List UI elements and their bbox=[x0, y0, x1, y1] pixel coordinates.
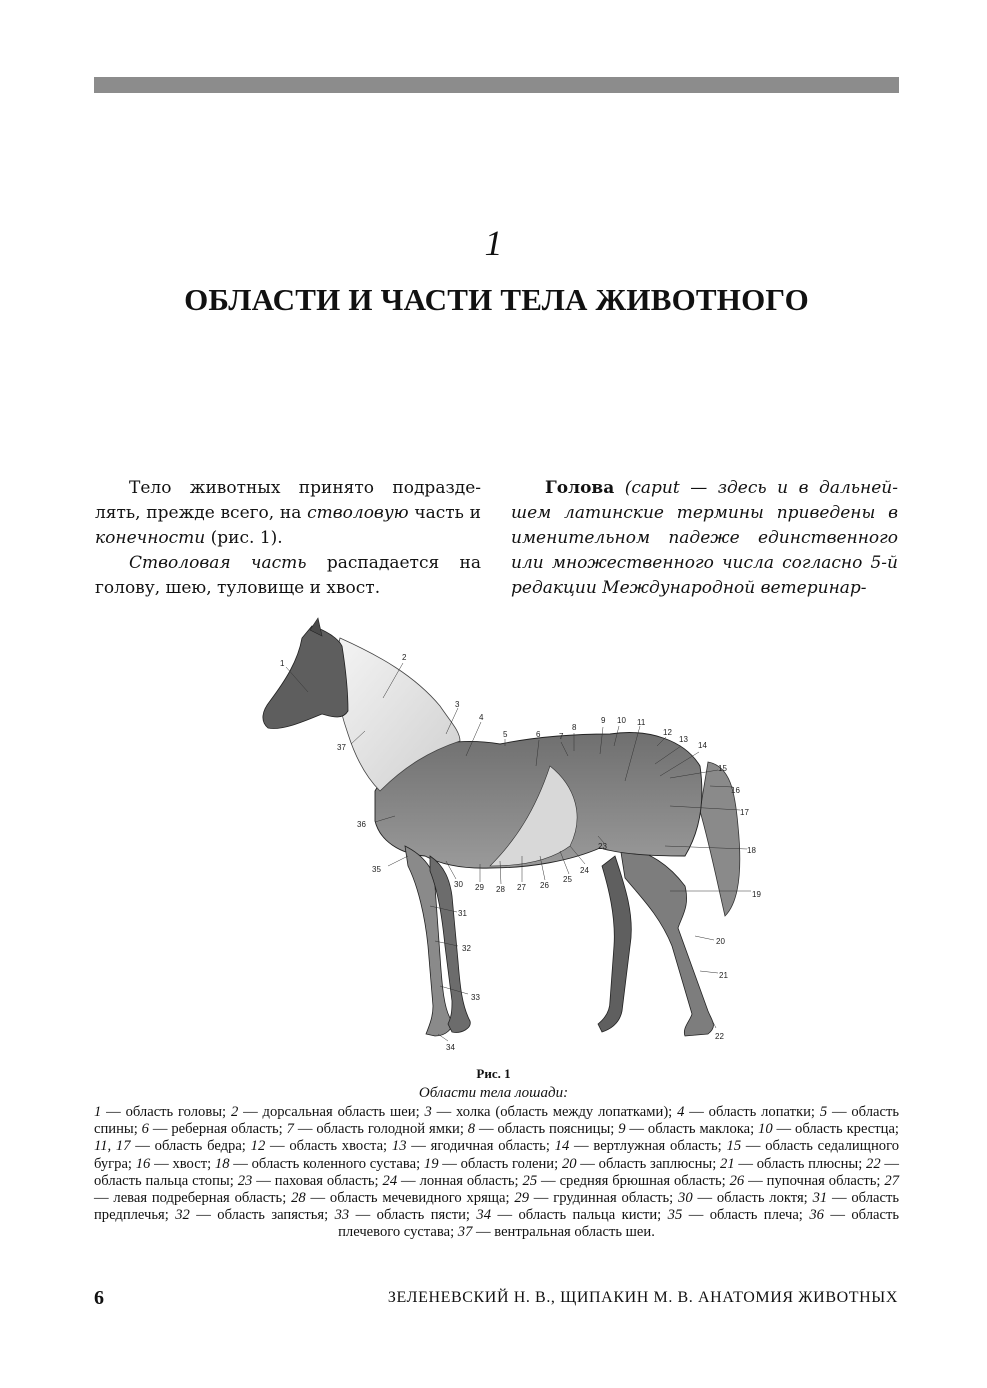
legend-item bbox=[730, 1173, 885, 1189]
legend-number: 28 bbox=[291, 1190, 306, 1207]
legend-number: 21 bbox=[720, 1155, 735, 1172]
legend-item bbox=[392, 1138, 555, 1154]
legend-item bbox=[758, 1121, 899, 1137]
legend-item bbox=[231, 1104, 425, 1120]
legend-text: — паховая область; bbox=[252, 1172, 383, 1189]
region-label: 29 bbox=[475, 883, 484, 892]
legend-item bbox=[142, 1121, 287, 1137]
legend-number: 22 bbox=[866, 1155, 881, 1172]
legend-number: 27 bbox=[884, 1172, 899, 1189]
region-label: 33 bbox=[471, 993, 480, 1002]
legend-number: 25 bbox=[522, 1172, 538, 1189]
page-number: 6 bbox=[94, 1287, 104, 1309]
region-label: 24 bbox=[580, 866, 589, 875]
legend-text: — область голени; bbox=[438, 1155, 562, 1172]
legend-number: 7 bbox=[286, 1121, 294, 1138]
legend-item bbox=[523, 1173, 730, 1189]
legend-text: — левая подреберная область; bbox=[94, 1190, 292, 1207]
right-column bbox=[511, 476, 898, 601]
region-label: 27 bbox=[517, 883, 526, 892]
region-label: 18 bbox=[747, 846, 756, 855]
region-label: 37 bbox=[337, 743, 346, 752]
legend-text: — область пальца кисти; bbox=[491, 1207, 668, 1224]
legend-text: — область голодной ямки; bbox=[293, 1121, 468, 1138]
legend-text: — дорсальная область шеи; bbox=[238, 1104, 425, 1120]
legend-text: — лонная область; bbox=[397, 1172, 523, 1189]
legend-number: 8 bbox=[467, 1121, 476, 1138]
legend-number: 13 bbox=[391, 1138, 407, 1155]
region-label: 7 bbox=[559, 732, 564, 741]
paragraph: Голова (caput — здесь и в дальней-шем латинские термины приведены в именительном падеже единственного или множественного числа согласно 5-й редакции Международной ветеринар- bbox=[511, 478, 898, 598]
legend-number: 6 bbox=[141, 1121, 149, 1138]
legend-number: 15 bbox=[726, 1138, 742, 1155]
legend-number: 24 bbox=[382, 1172, 398, 1189]
legend-text: — область запястья; bbox=[189, 1207, 335, 1224]
legend-number: 14 bbox=[554, 1138, 570, 1155]
legend-text: — ягодичная область; bbox=[406, 1138, 555, 1155]
legend-number: 34 bbox=[476, 1207, 492, 1224]
running-title: ЗЕЛЕНЕВСКИЙ Н. В., ЩИПАКИН М. В. АНАТОМИЯ ЖИВОТНЫХ bbox=[387, 1289, 898, 1306]
region-label: 16 bbox=[731, 786, 740, 795]
region-label: 20 bbox=[716, 937, 725, 946]
chapter-title: ОБЛАСТИ И ЧАСТИ ТЕЛА ЖИВОТНОГО bbox=[184, 282, 809, 317]
legend-text: — средняя брюшная область; bbox=[537, 1172, 730, 1189]
far-hind-leg-shape bbox=[598, 856, 631, 1032]
figure-subtitle: Области тела лошади: bbox=[418, 1085, 569, 1101]
hind-leg-shape bbox=[620, 846, 713, 1036]
legend-item bbox=[215, 1156, 424, 1172]
legend-number: 32 bbox=[175, 1207, 190, 1224]
legend-text: — реберная область; bbox=[148, 1121, 287, 1138]
chapter-number: 1 bbox=[484, 223, 503, 263]
legend-item bbox=[668, 1207, 810, 1223]
legend-number: 2 bbox=[230, 1104, 239, 1120]
legend-number: 4 bbox=[677, 1104, 685, 1120]
region-label: 31 bbox=[458, 909, 467, 918]
legend-text: — область мечевидного хряща; bbox=[305, 1190, 515, 1207]
legend-number: 3 bbox=[424, 1104, 432, 1120]
region-label: 17 bbox=[740, 808, 749, 817]
legend-text: — холка (область между лопатками); bbox=[431, 1104, 678, 1120]
legend-number: 30 bbox=[678, 1190, 693, 1207]
region-label: 15 bbox=[718, 764, 727, 773]
legend-number: 5 bbox=[819, 1104, 828, 1120]
legend-text: — область спины; bbox=[94, 1104, 900, 1138]
legend-item bbox=[136, 1156, 215, 1172]
region-label: 30 bbox=[454, 880, 463, 889]
region-label: 3 bbox=[455, 700, 460, 709]
legend-item bbox=[677, 1104, 820, 1120]
legend-item bbox=[287, 1121, 468, 1137]
region-label: 11 bbox=[637, 718, 646, 727]
legend-number: 9 bbox=[618, 1121, 626, 1138]
legend-text: — область плюсны; bbox=[734, 1155, 867, 1172]
region-label: 25 bbox=[563, 875, 572, 884]
region-label: 28 bbox=[496, 885, 505, 894]
legend-item bbox=[618, 1121, 758, 1137]
legend-item bbox=[175, 1207, 334, 1223]
legend-item bbox=[94, 1104, 231, 1120]
left-column bbox=[95, 476, 481, 601]
legend-text: — область бедра; bbox=[130, 1138, 251, 1155]
legend-text: — область крестца; bbox=[772, 1121, 899, 1138]
legend-text: — область пясти; bbox=[349, 1207, 477, 1224]
legend-item bbox=[291, 1190, 514, 1206]
legend-text: — вертлужная область; bbox=[569, 1138, 727, 1155]
legend-text: — область поясницы; bbox=[475, 1121, 619, 1138]
legend-item bbox=[476, 1207, 667, 1223]
legend-text: — пупочная область; bbox=[744, 1172, 885, 1189]
legend-number: 35 bbox=[667, 1207, 683, 1224]
region-label: 6 bbox=[536, 730, 541, 739]
region-label: 23 bbox=[598, 842, 607, 851]
horse-figure bbox=[230, 616, 770, 1056]
legend-text: — область коленного сустава; bbox=[229, 1155, 424, 1172]
region-label: 36 bbox=[357, 820, 366, 829]
legend-text: — область заплюсны; bbox=[576, 1155, 721, 1172]
region-label: 21 bbox=[719, 971, 728, 980]
legend-text: — область локтя; bbox=[692, 1190, 813, 1207]
legend-item bbox=[555, 1138, 727, 1154]
legend-item bbox=[94, 1138, 251, 1154]
head-shape bbox=[263, 626, 348, 729]
legend-text: — область предплечья; bbox=[94, 1190, 900, 1224]
region-label: 10 bbox=[617, 716, 626, 725]
legend-number: 12 bbox=[250, 1138, 266, 1155]
region-label: 26 bbox=[540, 881, 549, 890]
legend-number: 31 bbox=[812, 1190, 828, 1207]
region-label: 12 bbox=[663, 728, 672, 737]
legend-number: 23 bbox=[237, 1172, 253, 1189]
legend-text: — область головы; bbox=[101, 1104, 231, 1120]
legend-number: 1 bbox=[94, 1104, 102, 1120]
legend-item bbox=[424, 1104, 677, 1120]
region-label: 13 bbox=[679, 735, 688, 744]
region-label: 9 bbox=[601, 716, 606, 725]
legend-number: 18 bbox=[214, 1155, 230, 1172]
region-label: 32 bbox=[462, 944, 471, 953]
region-label: 4 bbox=[479, 713, 484, 722]
legend-text: — хвост; bbox=[150, 1155, 215, 1172]
legend-item bbox=[424, 1156, 562, 1172]
legend-text: — область хвоста; bbox=[265, 1138, 392, 1155]
region-label: 8 bbox=[572, 723, 577, 732]
legend-text: — область плеча; bbox=[682, 1207, 810, 1224]
legend-text: — область плечевого сустава; bbox=[338, 1207, 899, 1241]
legend-number: 20 bbox=[561, 1155, 577, 1172]
region-label: 14 bbox=[698, 741, 707, 750]
legend-text: — область маклока; bbox=[625, 1121, 759, 1138]
legend-item bbox=[678, 1190, 813, 1206]
legend-item bbox=[458, 1224, 655, 1240]
legend-text: — вентральная область шеи. bbox=[472, 1224, 655, 1241]
legend-item bbox=[238, 1173, 383, 1189]
legend-text: — грудинная область; bbox=[528, 1190, 679, 1207]
legend-number: 19 bbox=[423, 1155, 439, 1172]
legend-number: 16 bbox=[135, 1155, 151, 1172]
legend-number: 36 bbox=[809, 1207, 824, 1224]
legend-number: 37 bbox=[457, 1224, 473, 1241]
region-label: 5 bbox=[503, 730, 508, 739]
legend-number: 10 bbox=[758, 1121, 773, 1138]
legend-number: 26 bbox=[729, 1172, 745, 1189]
legend-item bbox=[720, 1156, 866, 1172]
figure-legend bbox=[94, 1104, 899, 1242]
legend-item bbox=[562, 1156, 720, 1172]
header-rule bbox=[94, 77, 899, 93]
legend-item bbox=[468, 1121, 618, 1137]
region-label: 34 bbox=[446, 1043, 455, 1052]
legend-number: 33 bbox=[334, 1207, 350, 1224]
region-label: 19 bbox=[752, 890, 761, 899]
legend-text: — область пальца стопы; bbox=[94, 1155, 899, 1189]
region-label: 22 bbox=[715, 1032, 724, 1041]
region-label: 1 bbox=[280, 659, 285, 668]
figure-caption: Рис. 1 bbox=[476, 1066, 511, 1081]
paragraph: Тело животных принято подразде-лять, прежде всего, на стволовую часть и конечности (рис. 1). bbox=[95, 478, 481, 548]
legend-item bbox=[383, 1173, 523, 1189]
region-label: 35 bbox=[372, 865, 381, 874]
legend-item bbox=[514, 1190, 678, 1206]
legend-text: — область лопатки; bbox=[684, 1104, 820, 1120]
legend-number: 11, 17 bbox=[94, 1138, 131, 1155]
legend-number: 29 bbox=[514, 1190, 529, 1207]
legend-text: — область седалищного бугра; bbox=[94, 1138, 899, 1172]
paragraph: Стволовая часть распадается на голову, шею, туловище и хвост. bbox=[95, 553, 481, 598]
legend-item bbox=[335, 1207, 477, 1223]
region-label: 2 bbox=[402, 653, 407, 662]
legend-item bbox=[251, 1138, 392, 1154]
